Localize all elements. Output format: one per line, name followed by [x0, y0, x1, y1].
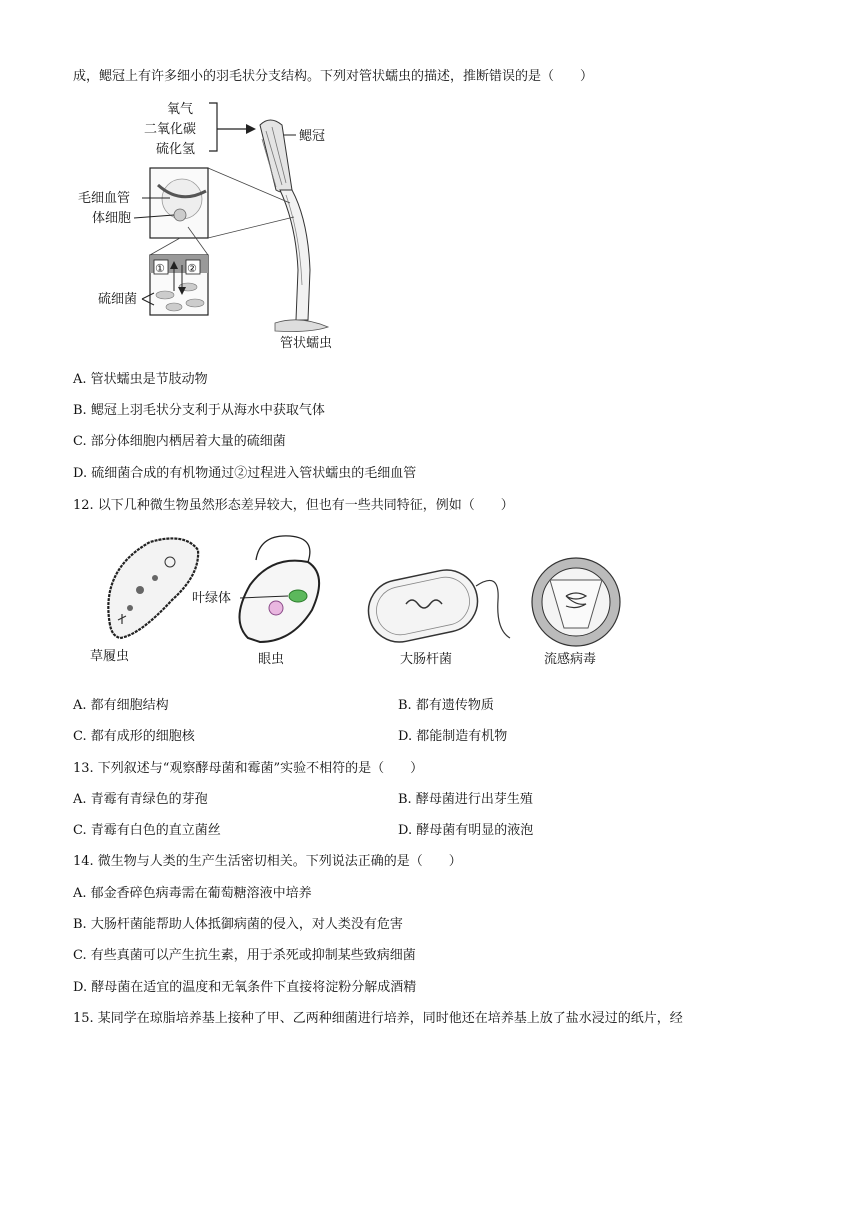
q13-stem: 13. 下列叙述与“观察酵母菌和霉菌”实验不相符的是（ ） [73, 761, 424, 776]
q13-option-b: B. 酵母菌进行出芽生殖 [398, 792, 533, 807]
q12-option-d: D. 都能制造有机物 [398, 729, 508, 744]
gas-co2-label: 二氧化碳 [144, 122, 197, 137]
q11-option-d: D. 硫细菌合成的有机物通过②过程进入管状蠕虫的毛细血管 [73, 466, 417, 481]
body-cell-label: 体细胞 [92, 211, 132, 226]
q14-option-c: C. 有些真菌可以产生抗生素，用于杀死或抑制某些致病细菌 [73, 948, 416, 963]
q14-option-b: B. 大肠杆菌能帮助人体抵御病菌的侵入，对人类没有危害 [73, 917, 403, 932]
ecoli-icon [363, 564, 510, 648]
q11-option-b: B. 鳃冠上羽毛状分支利于从海水中获取气体 [73, 403, 325, 418]
q13-option-c: C. 青霉有白色的直立菌丝 [73, 823, 221, 838]
gas-oxygen-label: 氧气 [167, 102, 194, 117]
q12-option-b: B. 都有遗传物质 [398, 698, 494, 713]
flu-virus-icon [532, 558, 620, 646]
tube-body-icon [275, 190, 328, 332]
capillary-label: 毛细血管 [78, 191, 131, 206]
microorganisms-figure [80, 530, 640, 675]
process-2-label: ② [187, 262, 197, 275]
q12-option-a: A. 都有细胞结构 [73, 698, 169, 713]
flu-virus-label: 流感病毒 [544, 652, 597, 667]
chloroplast-label: 叶绿体 [192, 591, 232, 606]
question-11-stem-tail: 成，鳃冠上有许多细小的羽毛状分支结构。下列对管状蠕虫的描述，推断错误的是（ ） [73, 69, 594, 84]
q14-stem: 14. 微生物与人类的生产生活密切相关。下列说法正确的是（ ） [73, 854, 462, 869]
paramecium-label: 草履虫 [90, 649, 130, 664]
q12-stem: 12. 以下几种微生物虽然形态差异较大，但也有一些共同特征，例如（ ） [73, 498, 514, 513]
q13-option-d: D. 酵母菌有明显的液泡 [398, 823, 534, 838]
tube-worm-figure [70, 95, 370, 355]
gill-plume-icon [260, 120, 292, 193]
process-1-label: ① [155, 262, 165, 275]
q14-option-a: A. 郁金香碎色病毒需在葡萄糖溶液中培养 [73, 886, 312, 901]
gill-label: 鳃冠 [299, 129, 326, 144]
q15-stem: 15. 某同学在琼脂培养基上接种了甲、乙两种细菌进行培养，同时他还在培养基上放了盐水浸过的纸片，经 [73, 1011, 683, 1026]
euglena-icon [239, 536, 319, 642]
sulfur-bacteria-label: 硫细菌 [98, 292, 138, 307]
paramecium-icon [108, 538, 198, 638]
euglena-label: 眼虫 [258, 652, 285, 667]
q12-option-c: C. 都有成形的细胞核 [73, 729, 195, 744]
ecoli-label: 大肠杆菌 [400, 652, 453, 667]
gas-h2s-label: 硫化氢 [156, 142, 196, 157]
q11-option-a: A. 管状蠕虫是节肢动物 [73, 372, 208, 387]
q11-option-c: C. 部分体细胞内栖居着大量的硫细菌 [73, 434, 286, 449]
q13-option-a: A. 青霉有青绿色的芽孢 [73, 792, 208, 807]
tube-worm-caption: 管状蠕虫 [280, 336, 333, 351]
q14-option-d: D. 酵母菌在适宜的温度和无氧条件下直接将淀粉分解成酒精 [73, 980, 417, 995]
